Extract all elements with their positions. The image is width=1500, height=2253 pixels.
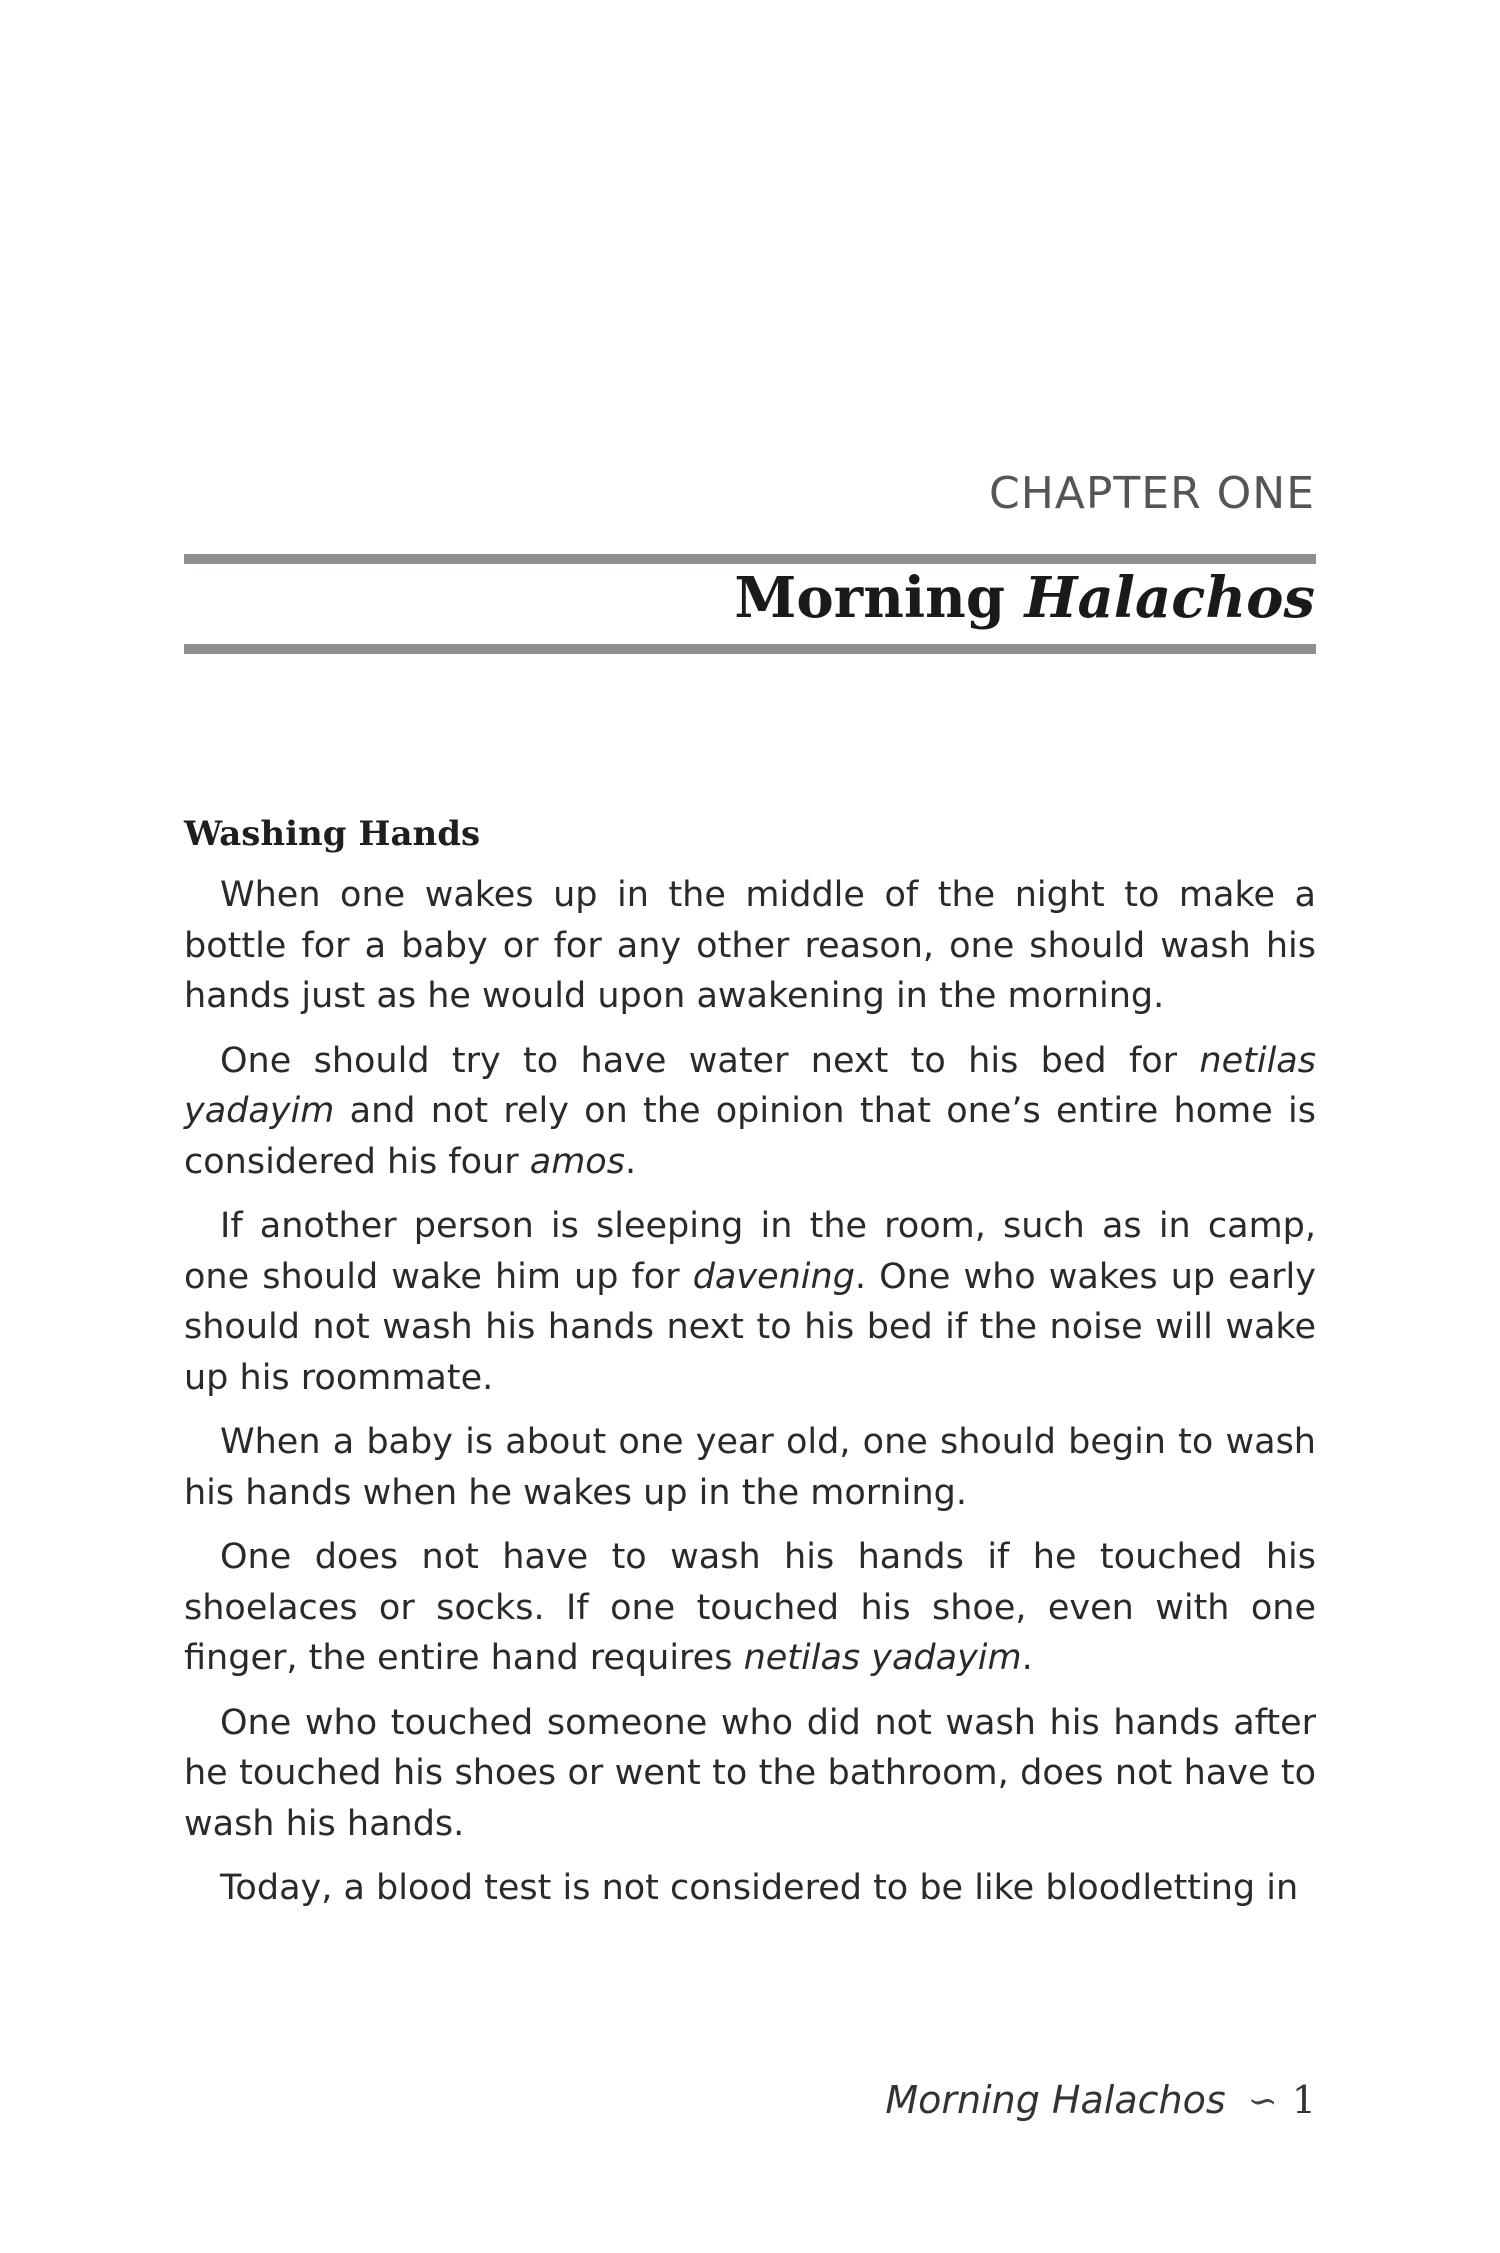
italic-term: davening <box>692 1256 855 1297</box>
page-footer <box>885 2078 1316 2122</box>
chapter-rule-bottom <box>184 644 1316 654</box>
body-text <box>184 808 1316 1928</box>
paragraph <box>184 1863 1316 1914</box>
text-run: . <box>624 1141 637 1182</box>
paragraph <box>184 870 1316 1022</box>
chapter-title-italic: Halachos <box>1024 565 1315 631</box>
text-run: When a baby is about one year old, one should begin to wash his hands when he wakes up in the morning. <box>184 1422 1316 1513</box>
text-run: One should try to have water next to his bed for <box>220 1040 1200 1081</box>
text-run: If another person is sleeping in the room, such as in camp, one should wake him up for <box>184 1206 1316 1297</box>
running-title: Morning Halachos <box>885 2078 1226 2122</box>
page-number: 1 <box>1291 2078 1316 2122</box>
paragraph <box>184 1698 1316 1850</box>
paragraph <box>184 1201 1316 1403</box>
text-run: . <box>1021 1638 1033 1678</box>
text-run: . One who wakes up early should not wash his hands next to his bed if the noise will wake up his roommate. <box>184 1256 1316 1398</box>
text-run: One who touched someone who did not wash his hands after he touched his shoes or went to the bathroom, does not have to wash his hands. <box>184 1702 1316 1844</box>
paragraph-list <box>184 870 1316 1914</box>
text-run: One does not have to wash his hands if he touched his shoelaces or socks. If one touched his shoe, even with one finger, the entire hand requires <box>184 1537 1316 1678</box>
paragraph <box>184 1036 1316 1188</box>
paragraph <box>184 1417 1316 1518</box>
text-run: and not rely on the opinion that one’s entire home is considered his four <box>184 1091 1316 1182</box>
text-run: When one wakes up in the middle of the night to make a bottle for a baby or for any other reason, one should wash his hands just as he would upon awakening in the morning. <box>184 875 1316 1016</box>
text-run: Today, a blood test is not considered to be like bloodletting in <box>220 1868 1299 1908</box>
paragraph <box>184 1532 1316 1684</box>
chapter-title <box>734 565 1315 631</box>
italic-term: netilas yadayim <box>184 1040 1316 1131</box>
ornament-icon: ∽ <box>1247 2081 1278 2122</box>
italic-term: netilas yadayim <box>743 1638 1022 1678</box>
chapter-title-plain: Morning <box>734 565 1025 631</box>
chapter-label: CHAPTER ONE <box>988 468 1315 519</box>
italic-term: amos <box>529 1141 625 1182</box>
chapter-rule-top <box>184 554 1316 564</box>
section-heading: Washing Hands <box>184 814 481 854</box>
